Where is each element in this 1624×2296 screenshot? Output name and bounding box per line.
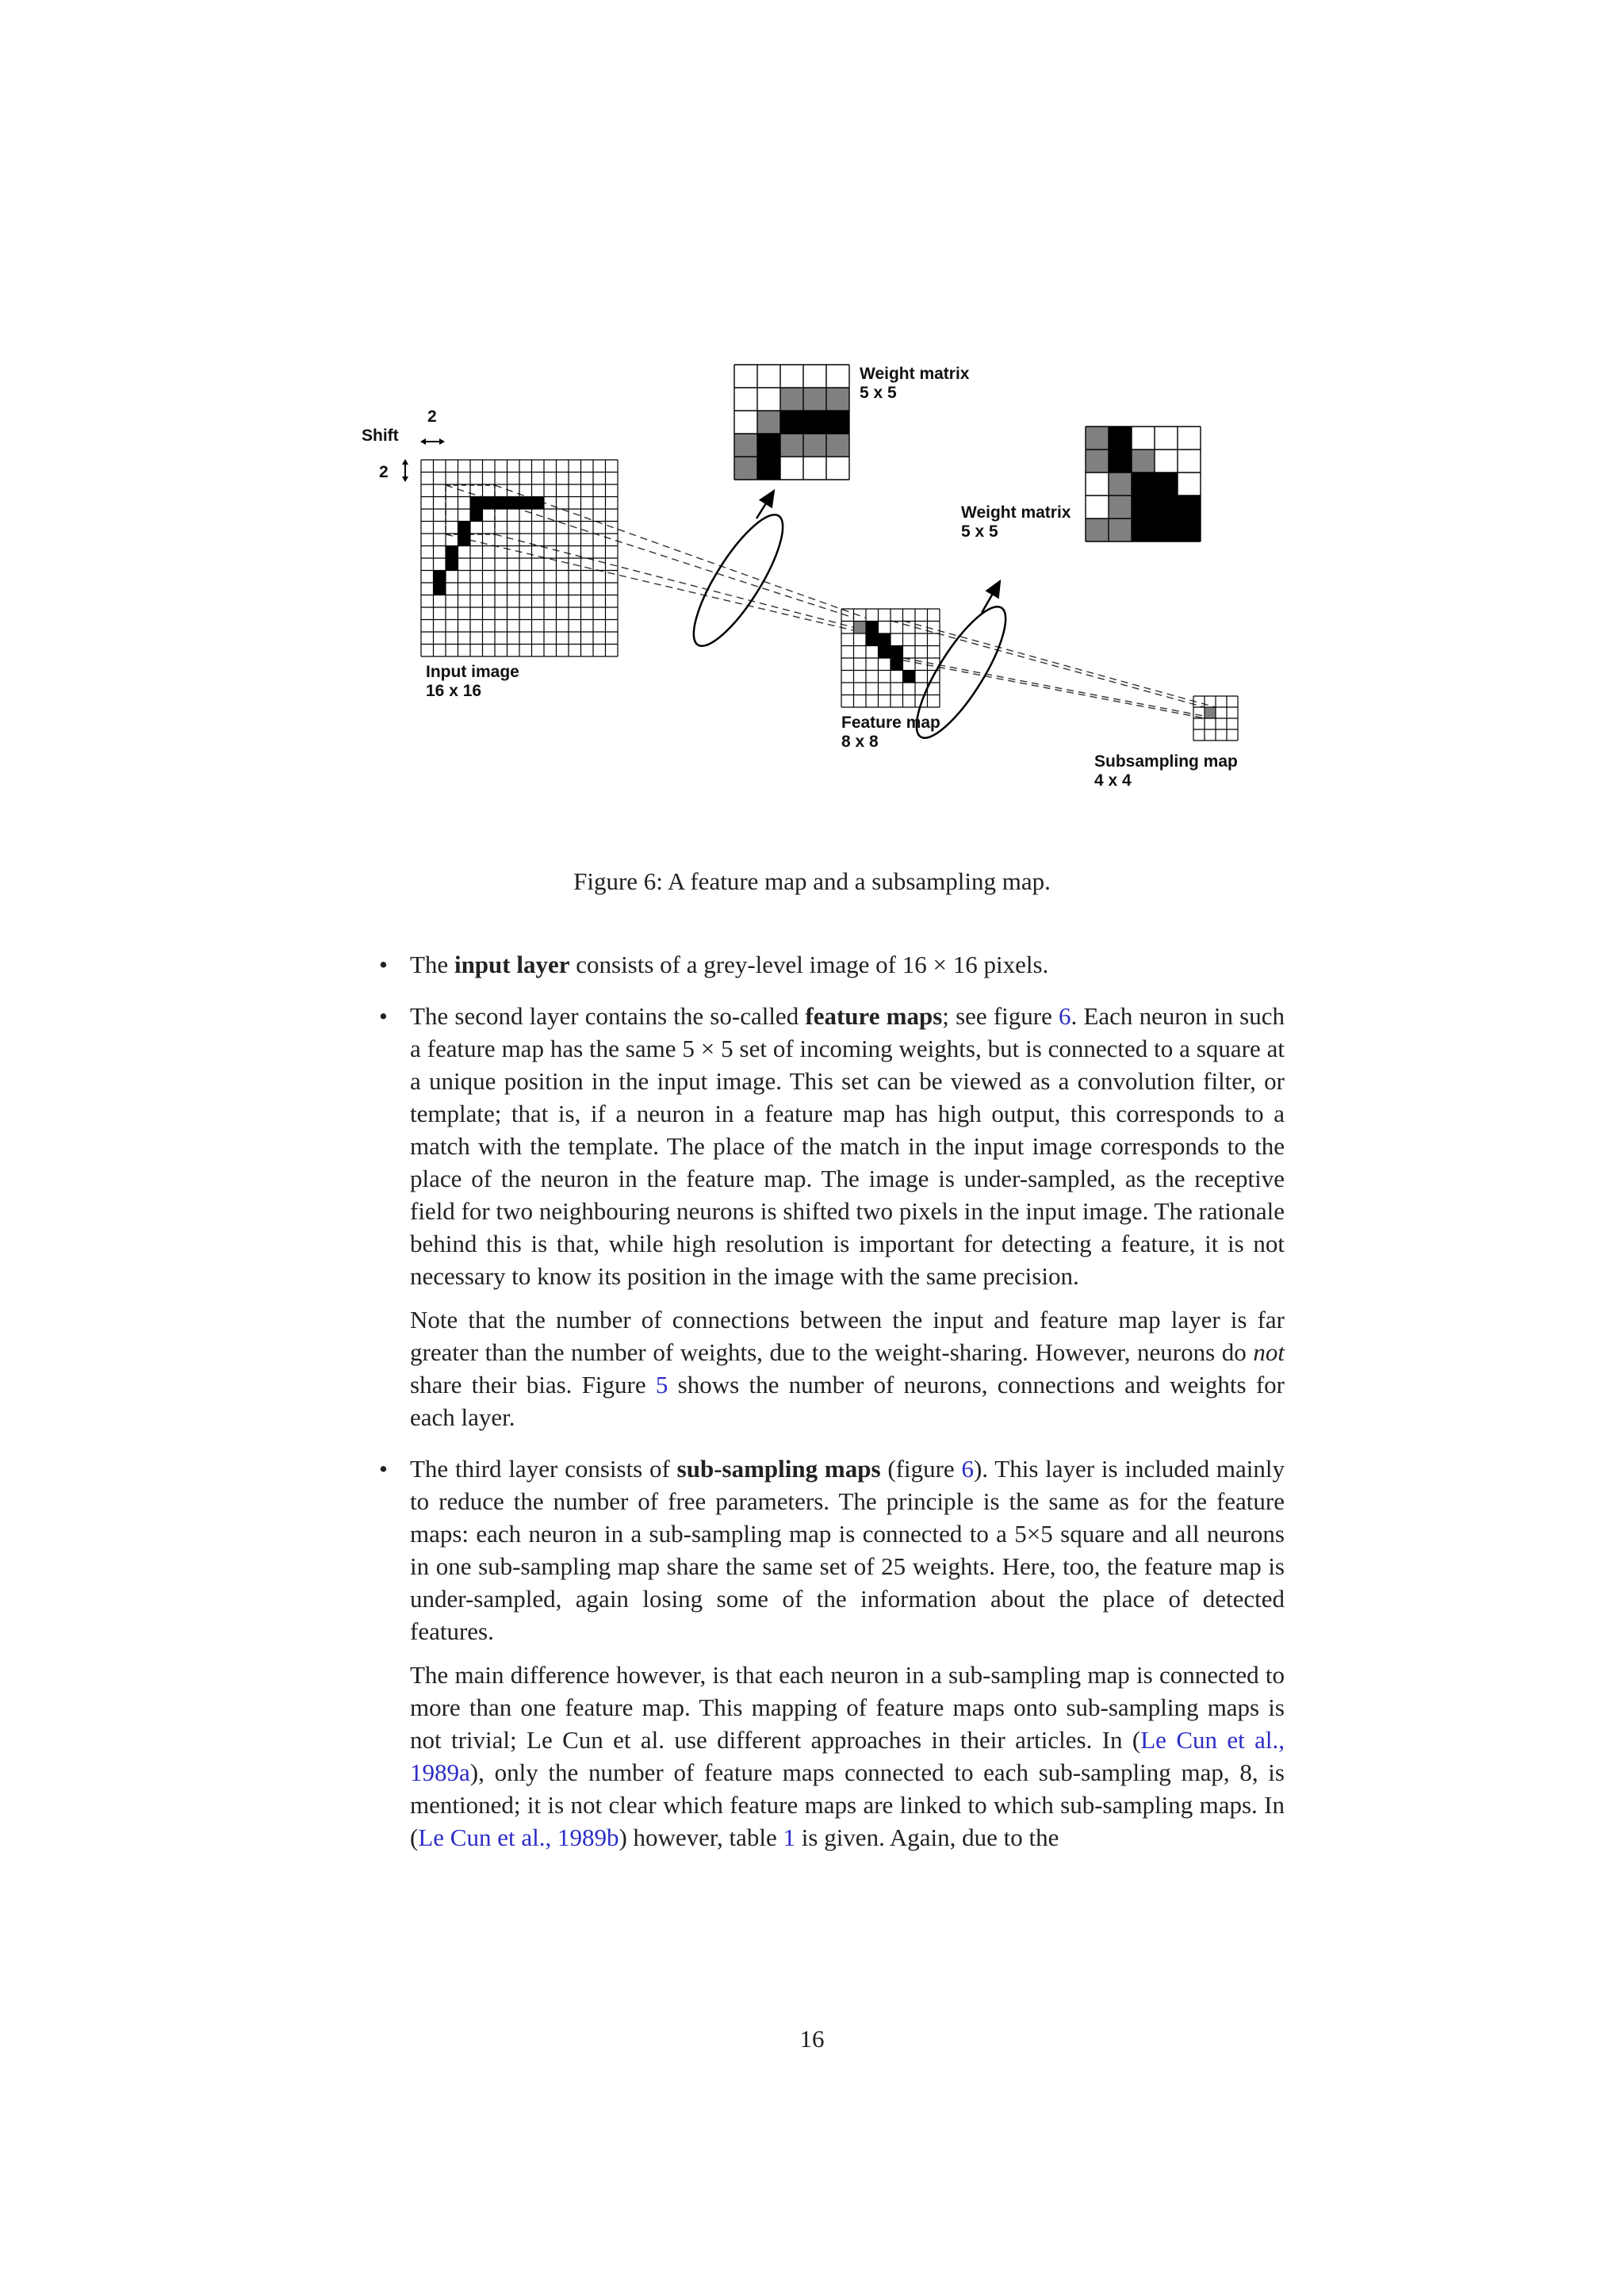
input-image-size-label: 16 x 16 [426,682,482,700]
term-sub-sampling-maps: sub-sampling maps [676,1455,881,1483]
subsampling-map-size-label: 4 x 4 [1094,771,1132,790]
weight1-cell [803,434,826,457]
weight1-cell [826,411,849,434]
weight2-cell [1178,496,1201,519]
bullet: • [379,951,388,978]
figure-6 [349,349,1269,809]
input-pixel-black [446,558,458,571]
weight-matrix-2-grid [1086,427,1201,541]
paragraph [410,1000,1285,1292]
term-feature-maps: feature maps [805,1002,943,1030]
input-pixel-black [446,546,458,559]
shift-horizontal-value: 2 [427,408,437,426]
body-text [373,948,1285,1873]
subsampling-map-label: Subsampling map [1094,752,1238,771]
paragraph [410,1659,1285,1854]
weight2-cell [1086,427,1109,450]
weight2-cell [1086,519,1109,541]
weight2-cell [1109,496,1132,519]
weight2-cell [1132,473,1155,496]
weight1-cell [757,434,780,457]
citation-link[interactable]: Le Cun et al., 1989a [410,1726,1285,1786]
page-number: 16 [799,2025,825,2053]
weight-matrix-1-size-label: 5 x 5 [860,384,897,402]
weight1-cell [734,434,757,457]
input-pixel-black [483,497,496,510]
weight1-cell [780,388,803,411]
text: (figure [880,1455,962,1483]
table-reference-link[interactable]: 1 [783,1823,796,1851]
input-pixel-black [458,534,471,546]
text: is given. Again, due to the [795,1823,1059,1851]
emphasis: not [1253,1338,1285,1366]
citation-link[interactable]: Le Cun et al., 1989b [418,1823,619,1851]
input-pixel-black [470,509,483,522]
input-image-label: Input image [426,663,519,681]
weight1-cell [757,411,780,434]
term-input-layer: input layer [454,951,570,978]
shift-vertical-arrowhead-top [402,459,408,465]
subsampling-map-cell [1205,707,1216,718]
text: ; see figure [942,1002,1059,1030]
feature-map-cell [879,646,891,659]
bullet: • [379,1455,388,1483]
shift-label: Shift [362,427,399,445]
text: The [410,951,454,978]
feature-map-cell [891,658,903,671]
shift-horizontal-arrowhead-right [439,438,445,445]
weight2-cell [1132,519,1155,541]
bullet: • [379,1002,388,1030]
shift-vertical-arrowhead-bottom [402,476,408,482]
feature-map-cell [866,633,879,646]
shift-horizontal-arrowhead-left [420,438,426,445]
paragraph [410,1303,1285,1433]
weight2-cell [1086,450,1109,473]
figure-reference-link[interactable]: 6 [1059,1002,1071,1030]
text: The main difference however, is that each neuron in a sub-sampling map is connected to more than one feature map. This mapping of feature maps onto sub-sampling maps is not trivial; Le Cun et al. use different approaches in their articles. In ( [410,1661,1285,1754]
receptive-field-ellipse-1 [679,504,797,657]
feature-map-cell [866,622,879,634]
text: ) however, table [619,1823,783,1851]
input-image-grid [421,460,618,656]
text: consists of a grey-level image of 16 × 16 pixels. [569,951,1049,978]
list-item-input-layer [373,948,1285,981]
text: The second layer contains the so-called [410,1002,806,1030]
input-pixel-black [519,497,532,510]
input-pixel-black [470,497,483,510]
subsampling-connection-line [903,621,1216,707]
weight1-cell [826,434,849,457]
weight1-cell [780,411,803,434]
feature-map-cell [879,633,891,646]
text: . Each neuron in such a feature map has the same 5 × 5 set of incoming weights, but is connected to a square at a unique position in the input image. This set can be viewed as a convolution filter, or template; that is, if a neuron in a feature map has high output, this corresponds to a match with the template. The place of the match in the input image corresponds to the place of the neuron in the feature map. The image is under-sampled, as the receptive field for two neighbouring neurons is shifted two pixels in the input image. The rationale behind this is that, while high resolution is important for detecting a feature, it is not necessary to know its position in the image with the same precision. [410,1002,1285,1290]
input-pixel-black [532,497,545,510]
weight2-cell [1155,473,1178,496]
feature-map-cell [854,622,867,634]
text: share their bias. Figure [410,1371,656,1399]
weight2-cell [1132,450,1155,473]
list-item-feature-maps [373,1000,1285,1433]
weight2-cell [1109,473,1132,496]
weight-matrix-1-grid [734,365,849,480]
weight1-cell [803,411,826,434]
receptive-field-connection-line [495,485,865,618]
weight2-cell [1109,427,1132,450]
input-pixel-black [495,497,508,510]
feature-map-label: Feature map [841,714,940,732]
list-item-sub-sampling-maps [373,1452,1285,1854]
weight1-cell [803,388,826,411]
figure-caption: Figure 6: A feature map and a subsampling map. [573,867,1051,895]
feature-map-size-label: 8 x 8 [841,733,879,751]
weight2-cell [1132,496,1155,519]
paragraph [410,1452,1285,1647]
paragraph [410,948,1285,981]
subsampling-map-grid [1193,696,1238,740]
weight2-cell [1155,496,1178,519]
subsampling-connection-line [903,658,1216,718]
weight2-cell [1109,450,1132,473]
text: ), only the number of feature maps connected to each sub-sampling map, 8, is mentioned; it is not clear which feature maps are linked to which sub-sampling maps. In ( [410,1758,1285,1851]
weight1-cell [757,457,780,480]
weight-matrix-2-label: Weight matrix [961,503,1071,522]
shift-vertical-value: 2 [379,463,389,481]
input-pixel-black [508,497,520,510]
weight1-cell [826,388,849,411]
text: ). This layer is included mainly to reduce the number of free parameters. The principle is the same as for the feature maps: each neuron in a sub-sampling map is connected to a 5×5 square and all neurons in one sub-sampling map share the same set of 25 weights. Here, too, the feature map is under-sampled, again losing some of the information about the place of detected features. [410,1455,1285,1645]
feature-map-cell [903,671,916,683]
weight2-cell [1109,519,1132,541]
input-pixel-black [434,571,446,584]
figure-reference-link[interactable]: 6 [961,1455,974,1483]
weight1-cell [734,457,757,480]
weight-matrix-1-label: Weight matrix [860,365,970,383]
input-pixel-black [458,522,471,534]
feature-map-cell [891,646,903,659]
weight2-cell [1155,519,1178,541]
figure-reference-link[interactable]: 5 [655,1371,668,1399]
input-pixel-black [434,583,446,595]
text: Note that the number of connections between the input and feature map layer is far greater than the number of weights, due to the weight-sharing. However, neurons do [410,1306,1285,1366]
text: shows the number of neurons, connections and weights for each layer. [410,1371,1285,1431]
weight2-cell [1178,519,1201,541]
weight1-cell [780,434,803,457]
text: The third layer consists of [410,1455,677,1483]
weight-matrix-2-size-label: 5 x 5 [961,522,998,541]
